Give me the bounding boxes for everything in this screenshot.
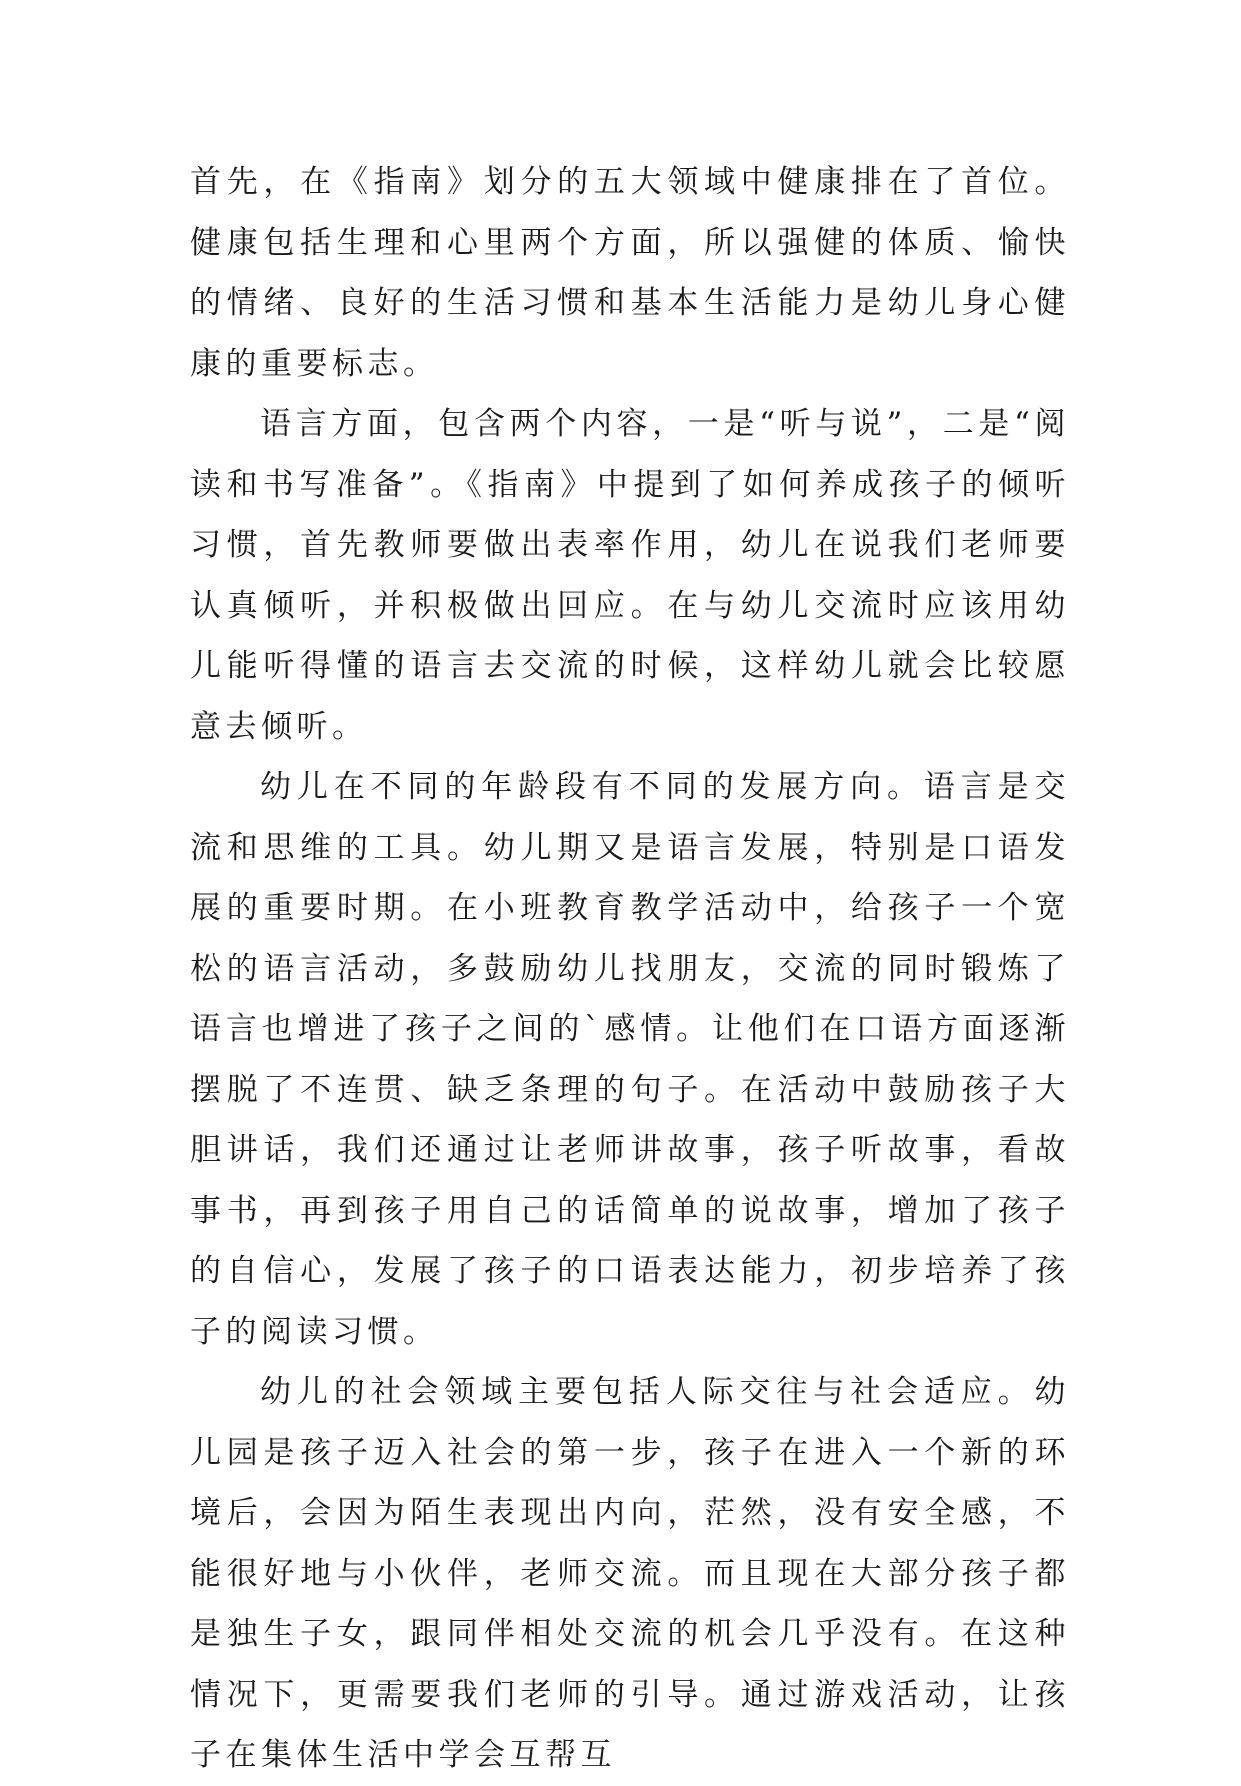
paragraph-language: 语言方面，包含两个内容，一是“听与说”，二是“阅读和书写准备”。《指南》中提到了如何养成孩子的倾听习惯，首先教师要做出表率作用，幼儿在说我们老师要认真倾听，并积极做出回应。在与幼儿交流时应该用幼儿能听得懂的语言去交流的时候，这样幼儿就会比较愿意去倾听。 [190, 406, 1070, 745]
paragraph-age-development: 幼儿在不同的年龄段有不同的发展方向。语言是交流和思维的工具。幼儿期又是语言发展，特别是口语发展的重要时期。在小班教育教学活动中，给孩子一个宽松的语言活动，多鼓励幼儿找朋友，交流的同时锻炼了语言也增进了孩子之间的`感情。让他们在口语方面逐渐摆脱了不连贯、缺乏条理的句子。在活动中鼓励孩子大胆讲话，我们还通过让老师讲故事，孩子听故事，看故事书，再到孩子用自己的话简单的说故事，增加了孩子的自信心，发展了孩子的口语表达能力，初步培养了孩子的阅读习惯。 [190, 769, 1070, 1350]
paragraph-health: 首先，在《指南》划分的五大领域中健康排在了首位。健康包括生理和心里两个方面，所以强健的体质、愉快的情绪、良好的生活习惯和基本生活能力是幼儿身心健康的重要标志。 [190, 164, 1070, 382]
paragraph-social: 幼儿的社会领域主要包括人际交往与社会适应。幼儿园是孩子迈入社会的第一步，孩子在进入一个新的环境后，会因为陌生表现出内向，茫然，没有安全感，不能很好地与小伙伴，老师交流。而且现在大部分孩子都是独生子女，跟同伴相处交流的机会几乎没有。在这种情况下，更需要我们老师的引导。通过游戏活动，让孩子在集体生活中学会互帮互 [190, 1374, 1070, 1773]
body-text [190, 152, 1070, 1786]
